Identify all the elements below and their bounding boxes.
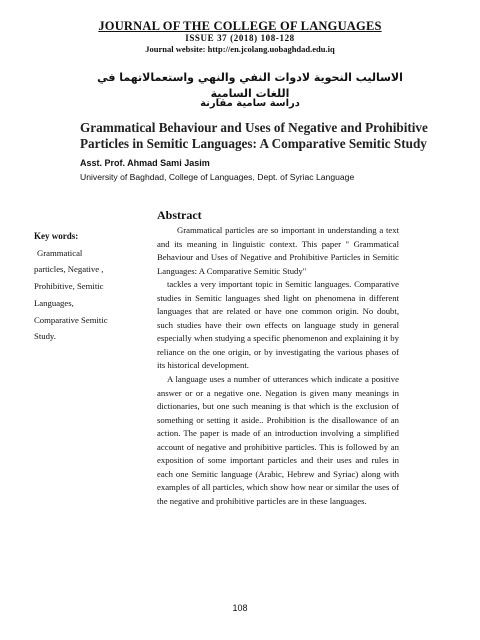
journal-issue: ISSUE 37 (2018) 108-128 <box>185 33 295 43</box>
author: Asst. Prof. Ahmad Sami Jasim <box>80 158 210 168</box>
keyword-line: Comparative Semitic <box>34 314 108 325</box>
keyword-line: Prohibitive, Semitic <box>34 281 104 292</box>
abstract-paragraph-1: Grammatical particles are so important in understanding a text and its meaning in linguistic context. This paper " Grammatical Behaviour and Uses of Negative and Prohibitive Particles in Semitic Languages: A Comparative Semitic Study" <box>157 225 399 276</box>
page-number: 108 <box>232 603 248 613</box>
abstract-body <box>157 224 399 508</box>
journal-website: Journal website: http://en.jcolang.uobaghdad.edu.iq <box>145 44 335 54</box>
paper-title-line-1: Grammatical Behaviour and Uses of Negative and Prohibitive <box>80 120 428 135</box>
journal-header <box>0 20 480 55</box>
arabic-subtitle: دراسة سامية مقارنة <box>200 98 300 109</box>
keyword-line: particles, Negative , <box>34 264 104 275</box>
keywords-heading: Key words: <box>34 231 79 241</box>
abstract-paragraph-3: A language uses a number of utterances which indicate a positive answer or or a negative one. Negation is given many meanings in dictionaries, but one such meaning is that which is the exclusion of something or setting it aside.. Prohibition is the disallowance of an action. The paper is made of an introduction involving a simplified account of negative and prohibitive particles. This is followed by an exposition of some important particles and their uses and rules in each one Semitic language (Arabic, Hebrew and Syriac) along with examples of all particles, which show how near or similar the uses of the negative and prohibitive particles are in these languages. <box>157 374 399 506</box>
affiliation: University of Baghdad, College of Languages, Dept. of Syriac Language <box>80 172 355 182</box>
keywords-block <box>34 228 128 345</box>
keyword-line: Languages, <box>34 297 74 308</box>
abstract-paragraph-2: tackles a very important topic in Semitic languages. Comparative studies in Semitic languages shed light on phenomena in different languages that are related or have one common origin. No doubt, such studies have their own effects on language study in general especially when studying a specific phenomenon and explaining it by reliance on the one origin, or by investigating the various phases of its historical development. <box>157 279 399 371</box>
journal-title: JOURNAL OF THE COLLEGE OF LANGUAGES <box>98 19 382 33</box>
paper-title-line-2: Particles in Semitic Languages: A Comparative Semitic Study <box>80 136 427 151</box>
keyword-line: Study. <box>34 331 56 342</box>
arabic-title: الاساليب النحوية لادوات النفي والنهي واستعمالاتهما في اللغات السامية <box>97 71 403 100</box>
keyword-line: Grammatical <box>37 247 83 258</box>
paper-title <box>80 120 440 152</box>
abstract-heading: Abstract <box>157 208 202 222</box>
